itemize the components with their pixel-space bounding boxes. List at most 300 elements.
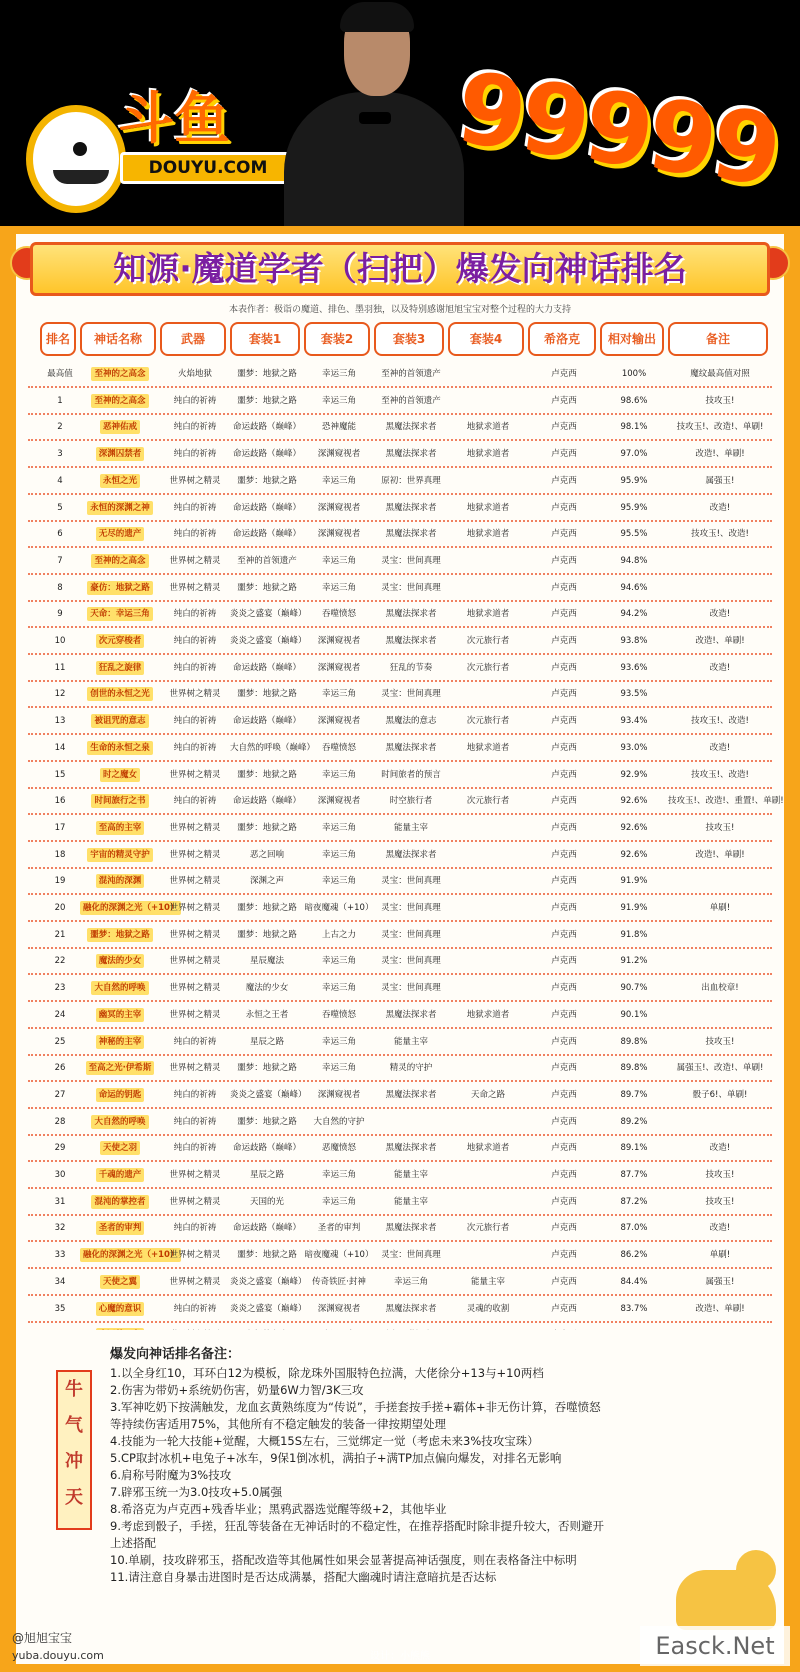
table-cell: 纯白的祈祷 — [173, 1037, 217, 1047]
column-header: 武器 — [160, 322, 226, 356]
table-cell: 改造!、单刷! — [695, 850, 745, 860]
table-cell: 深渊窥视者 — [317, 1090, 361, 1100]
table-cell: 次元穿梭者 — [80, 629, 160, 653]
table-cell: 纯白的祈祷 — [173, 716, 217, 726]
content-frame — [0, 226, 800, 1672]
table-cell: 91.2% — [620, 956, 648, 966]
column-header: 排名 — [40, 322, 76, 356]
table-cell: 属强玉! — [705, 1277, 735, 1287]
table-cell: 技攻玉! — [705, 1170, 735, 1180]
table-cell: 95.5% — [620, 529, 648, 539]
table-cell: 被诅咒的意志 — [80, 709, 160, 733]
table-cell: 能量主宰 — [393, 1197, 428, 1207]
table-cell: 暗夜魔魂（+10） — [304, 903, 374, 913]
table-row — [28, 415, 772, 441]
table-cell: 原初：世界真理 — [381, 476, 441, 486]
table-cell: 噩梦：地狱之路 — [237, 770, 297, 780]
table-cell — [448, 923, 528, 947]
note-item: 等持续伤害适用75%，其他所有不稳定触发的装备一律按期望处理 — [110, 1417, 447, 1431]
table-row — [28, 522, 772, 548]
table-cell: 技攻玉!、改造! — [691, 529, 749, 539]
table-cell: 7 — [57, 556, 63, 566]
table-row — [28, 949, 772, 975]
table-cell: 改造! — [709, 743, 731, 753]
table-cell: 黑魔法的意志 — [385, 716, 437, 726]
table-cell — [668, 549, 772, 573]
table-row — [28, 549, 772, 575]
logo-domain: DOUYU.COM — [120, 152, 296, 184]
note-item: 2.伤害为带奶+系统奶伤害，奶量6W力智/3K三攻 — [110, 1383, 364, 1397]
table-cell: 技攻玉!、改造! — [691, 716, 749, 726]
table-cell: 18 — [54, 850, 66, 860]
table-cell: 幸运三角 — [321, 556, 356, 566]
table-cell: 黑魔法探求者 — [385, 743, 437, 753]
table-cell: 100% — [621, 369, 647, 379]
table-cell: 卢克西 — [551, 1117, 577, 1127]
table-cell: 地狱求道者 — [466, 1143, 510, 1153]
table-cell: 10 — [54, 636, 66, 646]
table-cell: 单刷! — [709, 1250, 731, 1260]
table-cell: 灵宝：世间真理 — [381, 956, 441, 966]
table-row — [28, 709, 772, 735]
table-row — [28, 469, 772, 495]
table-cell: 噩梦：地狱之路 — [80, 923, 160, 947]
table-cell: 纯白的祈祷 — [173, 449, 217, 459]
table-cell: 幸运三角 — [321, 1037, 356, 1047]
table-cell: 灵宝：世间真理 — [381, 556, 441, 566]
table-cell: 次元旅行者 — [466, 796, 510, 806]
logo-text: 斗鱼 — [118, 87, 230, 152]
table-cell: 改造!、单刷! — [695, 449, 745, 459]
table-cell: 幸运三角 — [393, 1277, 428, 1287]
table-cell: 灵魂的收割 — [466, 1304, 510, 1314]
table-cell: 黑魔法探求者 — [385, 1143, 437, 1153]
table-cell: 永恒之光 — [80, 469, 160, 493]
table-cell: 技攻玉! — [705, 1037, 735, 1047]
table-cell: 技攻玉! — [705, 396, 735, 406]
table-cell: 地狱求道者 — [466, 422, 510, 432]
table-cell: 改造!、单刷! — [695, 1304, 745, 1314]
ox-decoration-icon — [676, 1530, 776, 1640]
table-cell — [448, 949, 528, 973]
table-cell: 卢克西 — [551, 1037, 577, 1047]
table-cell: 15 — [54, 770, 66, 780]
table-cell: 次元旅行者 — [466, 663, 510, 673]
table-cell: 1 — [57, 396, 63, 406]
note-item: 8.希洛克为卢克西+残香毕业；黑鸦武器选觉醒等级+2，其他毕业 — [110, 1502, 447, 1516]
table-cell: 卢克西 — [551, 1010, 577, 1020]
note-item: 3.军神吃奶下按满触发，龙血玄黄熟练度为“传说”，手搓套按手搓+霸体+非无伤计算，吞噬愤怒 — [110, 1400, 601, 1414]
table-cell: 16 — [54, 796, 66, 806]
table-cell: 幸运三角 — [321, 876, 356, 886]
table-cell: 卢克西 — [551, 743, 577, 753]
table-cell: 神秘的主宰 — [80, 1030, 160, 1054]
table-cell: 卢克西 — [551, 1090, 577, 1100]
table-cell: 89.2% — [620, 1117, 648, 1127]
table-row — [28, 1190, 772, 1216]
table-cell: 黑魔法探求者 — [385, 1010, 437, 1020]
table-cell: 黑魔法探求者 — [385, 449, 437, 459]
table-row — [28, 1110, 772, 1136]
table-cell: 天国的光 — [249, 1197, 284, 1207]
table-cell: 23 — [54, 983, 66, 993]
table-cell: 次元旅行者 — [466, 716, 510, 726]
table-cell: 天使之翼 — [80, 1270, 160, 1294]
table-cell: 命运歧路（巅峰） — [232, 1143, 301, 1153]
table-cell: 87.7% — [620, 1170, 648, 1180]
table-cell: 时之魔女 — [80, 763, 160, 787]
table-cell: 34 — [54, 1277, 66, 1287]
table-cell: 94.6% — [620, 583, 648, 593]
table-row — [28, 869, 772, 895]
table-cell: 灵宝：世间真理 — [381, 983, 441, 993]
table-cell: 31 — [54, 1197, 66, 1207]
table-cell: 卢克西 — [551, 930, 577, 940]
table-cell: 卢克西 — [551, 903, 577, 913]
table-row — [28, 816, 772, 842]
table-row — [28, 1216, 772, 1242]
table-cell: 灵宝：世间真理 — [381, 876, 441, 886]
table-row — [28, 763, 772, 789]
table-cell: 改造!、单刷! — [695, 636, 745, 646]
table-cell: 属强玉! — [705, 476, 735, 486]
table-cell: 混沌的掌控者 — [80, 1190, 160, 1214]
table-cell: 大自然的呼唤 — [80, 976, 160, 1000]
table-cell: 出血校章! — [701, 983, 739, 993]
table-cell: 魔纹最高值对照 — [690, 369, 750, 379]
table-cell: 改造! — [709, 609, 731, 619]
table-cell: 至高之光·伊希斯 — [80, 1056, 160, 1080]
table-cell: 26 — [54, 1063, 66, 1073]
table-cell: 86.2% — [620, 1250, 648, 1260]
table-cell: 改造! — [709, 1143, 731, 1153]
table-cell: 95.9% — [620, 476, 648, 486]
table-cell: 融化的深渊之光（+10） — [80, 1243, 160, 1267]
table-cell: 22 — [54, 956, 66, 966]
table-cell: 17 — [54, 823, 66, 833]
table-cell: 卢克西 — [551, 716, 577, 726]
table-cell — [448, 389, 528, 413]
table-cell: 噩梦：地狱之路 — [237, 823, 297, 833]
table-cell — [448, 1243, 528, 1267]
table-cell — [448, 1190, 528, 1214]
table-cell: 纯白的祈祷 — [173, 609, 217, 619]
table-cell: 深渊之声 — [249, 876, 284, 886]
table-cell: 深渊窥视者 — [317, 449, 361, 459]
table-cell: 92.6% — [620, 823, 648, 833]
table-cell: 生命的永恒之泉 — [80, 736, 160, 760]
table-cell: 至神的首领遗产 — [381, 396, 441, 406]
table-cell: 94.8% — [620, 556, 648, 566]
table-cell: 91.9% — [620, 876, 648, 886]
table-row — [28, 1056, 772, 1082]
table-cell: 地狱求道者 — [466, 1010, 510, 1020]
table-cell: 6 — [57, 529, 63, 539]
table-cell: 幸运三角 — [321, 770, 356, 780]
table-cell — [448, 1030, 528, 1054]
table-row — [28, 362, 772, 388]
table-cell: 地狱求道者 — [466, 503, 510, 513]
table-cell: 至神的之高念 — [80, 389, 160, 413]
table-cell: 纯白的祈祷 — [173, 422, 217, 432]
table-cell — [448, 1110, 528, 1134]
table-cell: 世界树之精灵 — [169, 876, 221, 886]
table-cell: 地狱求道者 — [466, 743, 510, 753]
designer-credit: 设计：小熊熊 — [370, 1651, 430, 1662]
table-row — [28, 656, 772, 682]
table-cell: 幸运三角 — [321, 1197, 356, 1207]
douyu-fish-logo-icon — [26, 105, 126, 213]
table-cell: 纯白的祈祷 — [173, 663, 217, 673]
note-item: 1.以全身红10，耳环白12为模板，除龙珠外国服特色拉满，大佬徐分+13与+10两档 — [110, 1366, 544, 1380]
table-cell: 卢克西 — [551, 850, 577, 860]
table-cell: 地狱求道者 — [466, 449, 510, 459]
table-row — [28, 1083, 772, 1109]
table-cell: 纯白的祈祷 — [173, 1304, 217, 1314]
table-cell: 恐神魔能 — [321, 422, 356, 432]
table-cell: 世界树之精灵 — [169, 930, 221, 940]
table-cell: 2 — [57, 422, 63, 432]
table-cell: 卢克西 — [551, 1197, 577, 1207]
table-cell: 93.8% — [620, 636, 648, 646]
table-row — [28, 389, 772, 415]
table-cell: 狂乱之旋律 — [80, 656, 160, 680]
table-cell: 灵宝：世间真理 — [381, 903, 441, 913]
table-cell: 卢克西 — [551, 609, 577, 619]
table-cell: 噩梦：地狱之路 — [237, 1063, 297, 1073]
table-cell: 能量主宰 — [393, 1170, 428, 1180]
table-cell: 世界树之精灵 — [169, 770, 221, 780]
table-cell: 卢克西 — [551, 1304, 577, 1314]
table-cell: 灵宝：世间真理 — [381, 930, 441, 940]
table-cell: 时间旅者的预言 — [381, 770, 441, 780]
table-cell: 97.0% — [620, 449, 648, 459]
table-cell: 纯白的祈祷 — [173, 1143, 217, 1153]
column-header: 备注 — [668, 322, 768, 356]
table-cell: 90.1% — [620, 1010, 648, 1020]
table-cell: 技攻玉! — [705, 823, 735, 833]
table-cell: 幸运三角 — [321, 956, 356, 966]
table-cell: 融化的深渊之光（+10） — [80, 896, 160, 920]
table-cell: 21 — [54, 930, 66, 940]
table-cell: 世界树之精灵 — [169, 476, 221, 486]
table-cell: 无尽的遗产 — [80, 522, 160, 546]
table-cell: 卢克西 — [551, 1143, 577, 1153]
watermark-name: @旭旭宝宝 — [12, 1631, 73, 1645]
table-cell: 深渊窥视者 — [317, 529, 361, 539]
table-cell: 卢克西 — [551, 689, 577, 699]
table-cell: 创世的永恒之光 — [80, 682, 160, 706]
table-cell: 大自然的守护 — [313, 1117, 365, 1127]
table-cell: 圣者的审判 — [80, 1216, 160, 1240]
table-cell: 卢克西 — [551, 369, 577, 379]
table-cell: 幸运三角 — [321, 823, 356, 833]
table-row — [28, 496, 772, 522]
table-cell: 时间旅行之书 — [80, 789, 160, 813]
table-cell: 吞噬愤怒 — [321, 609, 356, 619]
table-cell: 时空旅行者 — [389, 796, 433, 806]
table-cell — [448, 549, 528, 573]
table-cell: 幸运三角 — [321, 850, 356, 860]
table-cell: 灵宝：世间真理 — [381, 583, 441, 593]
table-cell: 单刷! — [709, 903, 731, 913]
table-cell: 次元旅行者 — [466, 636, 510, 646]
table-cell: 深渊窥视者 — [317, 1304, 361, 1314]
streamer-photo — [284, 0, 464, 232]
table-row — [28, 896, 772, 922]
table-cell: 4 — [57, 476, 63, 486]
table-cell: 恶魔愤怒 — [321, 1143, 356, 1153]
table-cell: 98.6% — [620, 396, 648, 406]
table-cell: 黑魔法探求者 — [385, 422, 437, 432]
table-cell: 星辰之路 — [249, 1170, 284, 1180]
table-cell: 89.7% — [620, 1090, 648, 1100]
table-cell: 天命之路 — [470, 1090, 505, 1100]
table-cell: 地狱求道者 — [466, 529, 510, 539]
table-cell: 灵宝：世间真理 — [381, 1250, 441, 1260]
table-cell: 大自然的呼唤 — [80, 1110, 160, 1134]
table-cell — [668, 576, 772, 600]
table-cell — [448, 682, 528, 706]
table-cell: 噩梦：地狱之路 — [237, 1117, 297, 1127]
table-cell: 卢克西 — [551, 449, 577, 459]
table-cell: 恶之回响 — [249, 850, 284, 860]
table-cell: 24 — [54, 1010, 66, 1020]
table-cell: 噩梦：地狱之路 — [237, 689, 297, 699]
table-cell — [448, 576, 528, 600]
table-cell: 命运歧路（巅峰） — [232, 716, 301, 726]
table-cell: 卢克西 — [551, 983, 577, 993]
table-cell: 上古之力 — [321, 930, 356, 940]
table-cell: 卢克西 — [551, 663, 577, 673]
table-cell: 混沌的深渊 — [80, 869, 160, 893]
table-cell: 卢克西 — [551, 503, 577, 513]
table-cell: 93.4% — [620, 716, 648, 726]
note-item: 10.单刷，技攻辟邪玉，搭配改造等其他属性如果会显著提高神话强度，则在表格备注中标明 — [110, 1553, 577, 1567]
table-cell: 92.6% — [620, 850, 648, 860]
table-cell: 世界树之精灵 — [169, 956, 221, 966]
table-cell: 黑魔法探求者 — [385, 503, 437, 513]
table-cell: 技攻玉!、改造! — [691, 770, 749, 780]
table-cell: 心魔的意识 — [80, 1297, 160, 1321]
table-row — [28, 736, 772, 762]
table-cell: 地狱求道者 — [466, 609, 510, 619]
table-cell: 深渊囚禁者 — [80, 442, 160, 466]
table-cell: 圣者的审判 — [317, 1223, 361, 1233]
table-cell: 黑魔法探求者 — [385, 529, 437, 539]
table-cell: 至神的之高念 — [80, 549, 160, 573]
table-cell: 炎炎之盛宴（巅峰） — [230, 1277, 307, 1287]
column-header: 套装4 — [448, 322, 524, 356]
table-cell: 至高的主宰 — [80, 816, 160, 840]
table-cell: 深渊窥视者 — [317, 716, 361, 726]
table-cell: 世界树之精灵 — [169, 1197, 221, 1207]
table-cell: 幸运三角 — [321, 1170, 356, 1180]
side-char: 气 — [65, 1415, 83, 1436]
table-cell: 永恒的深渊之神 — [80, 496, 160, 520]
table-cell: 幸运三角 — [321, 396, 356, 406]
table-cell: 世界树之精灵 — [169, 850, 221, 860]
top-banner — [0, 0, 800, 232]
table-cell: 20 — [54, 903, 66, 913]
table-cell: 天使之羽 — [80, 1136, 160, 1160]
table-cell: 属强玉!、改造!、单刷! — [676, 1063, 764, 1073]
table-cell: 噩梦：地狱之路 — [237, 583, 297, 593]
table-cell: 32 — [54, 1223, 66, 1233]
table-cell — [668, 923, 772, 947]
table-cell: 世界树之精灵 — [169, 689, 221, 699]
table-row — [28, 602, 772, 628]
table-cell: 世界树之精灵 — [169, 903, 221, 913]
column-header: 神话名称 — [80, 322, 156, 356]
table-cell: 技攻玉!、改造!、重置!、单刷! — [668, 796, 784, 806]
table-row — [28, 682, 772, 708]
table-row — [28, 1136, 772, 1162]
note-item: 11.请注意自身暴击进图时是否达成满暴，搭配大幽魂时请注意暗抗是否达标 — [110, 1570, 497, 1584]
notes-panel — [16, 1330, 784, 1664]
table-cell — [668, 869, 772, 893]
table-cell: 黑魔法探求者 — [385, 1304, 437, 1314]
table-cell: 暗夜魔魂（+10） — [304, 1250, 374, 1260]
table-cell: 命运歧路（巅峰） — [232, 663, 301, 673]
table-cell: 幸运三角 — [321, 689, 356, 699]
column-header: 希洛克 — [528, 322, 596, 356]
table-cell: 骰子6!、单刷! — [692, 1090, 748, 1100]
table-cell: 卢克西 — [551, 396, 577, 406]
table-cell: 87.0% — [620, 1223, 648, 1233]
table-cell: 狂乱的节奏 — [389, 663, 433, 673]
table-cell: 纯白的祈祷 — [173, 529, 217, 539]
table-cell: 卢克西 — [551, 770, 577, 780]
notes-title: 爆发向神话排名备注： — [110, 1347, 241, 1362]
table-cell: 98.1% — [620, 422, 648, 432]
table-cell: 纯白的祈祷 — [173, 396, 217, 406]
table-cell: 幸运三角 — [321, 369, 356, 379]
table-cell: 命运歧路（巅峰） — [232, 1223, 301, 1233]
table-cell: 33 — [54, 1250, 66, 1260]
table-cell — [448, 1056, 528, 1080]
table-cell: 噩梦：地狱之路 — [237, 903, 297, 913]
table-cell: 世界树之精灵 — [169, 1250, 221, 1260]
table-cell: 卢克西 — [551, 823, 577, 833]
table-cell: 13 — [54, 716, 66, 726]
table-cell: 卢克西 — [551, 1277, 577, 1287]
table-cell: 纯白的祈祷 — [173, 1090, 217, 1100]
table-cell: 幸运三角 — [321, 583, 356, 593]
table-cell: 世界树之精灵 — [169, 1063, 221, 1073]
table-cell: 噩梦：地狱之路 — [237, 1250, 297, 1260]
table-cell: 星辰魔法 — [249, 956, 284, 966]
table-cell — [448, 869, 528, 893]
table-cell: 命运歧路（巅峰） — [232, 422, 301, 432]
table-cell: 卢克西 — [551, 529, 577, 539]
table-row — [28, 1270, 772, 1296]
table-cell: 93.6% — [620, 663, 648, 673]
table-cell: 至神的首领遗产 — [237, 556, 297, 566]
table-cell: 9 — [57, 609, 63, 619]
table-cell: 世界树之精灵 — [169, 556, 221, 566]
table-cell: 至神的首领遗产 — [381, 369, 441, 379]
table-cell: 幸运三角 — [321, 983, 356, 993]
table-cell: 能量主宰 — [470, 1277, 505, 1287]
table-cell: 纯白的祈祷 — [173, 1117, 217, 1127]
table-cell — [448, 843, 528, 867]
table-cell: 技攻玉! — [705, 1197, 735, 1207]
table-row — [28, 1003, 772, 1029]
table-cell: 19 — [54, 876, 66, 886]
note-item: 4.技能为一轮大技能+觉醒，大概15S左右，三觉绑定一觉（考虑未来3%技攻宝珠） — [110, 1434, 539, 1448]
table-cell: 世界树之精灵 — [169, 1170, 221, 1180]
